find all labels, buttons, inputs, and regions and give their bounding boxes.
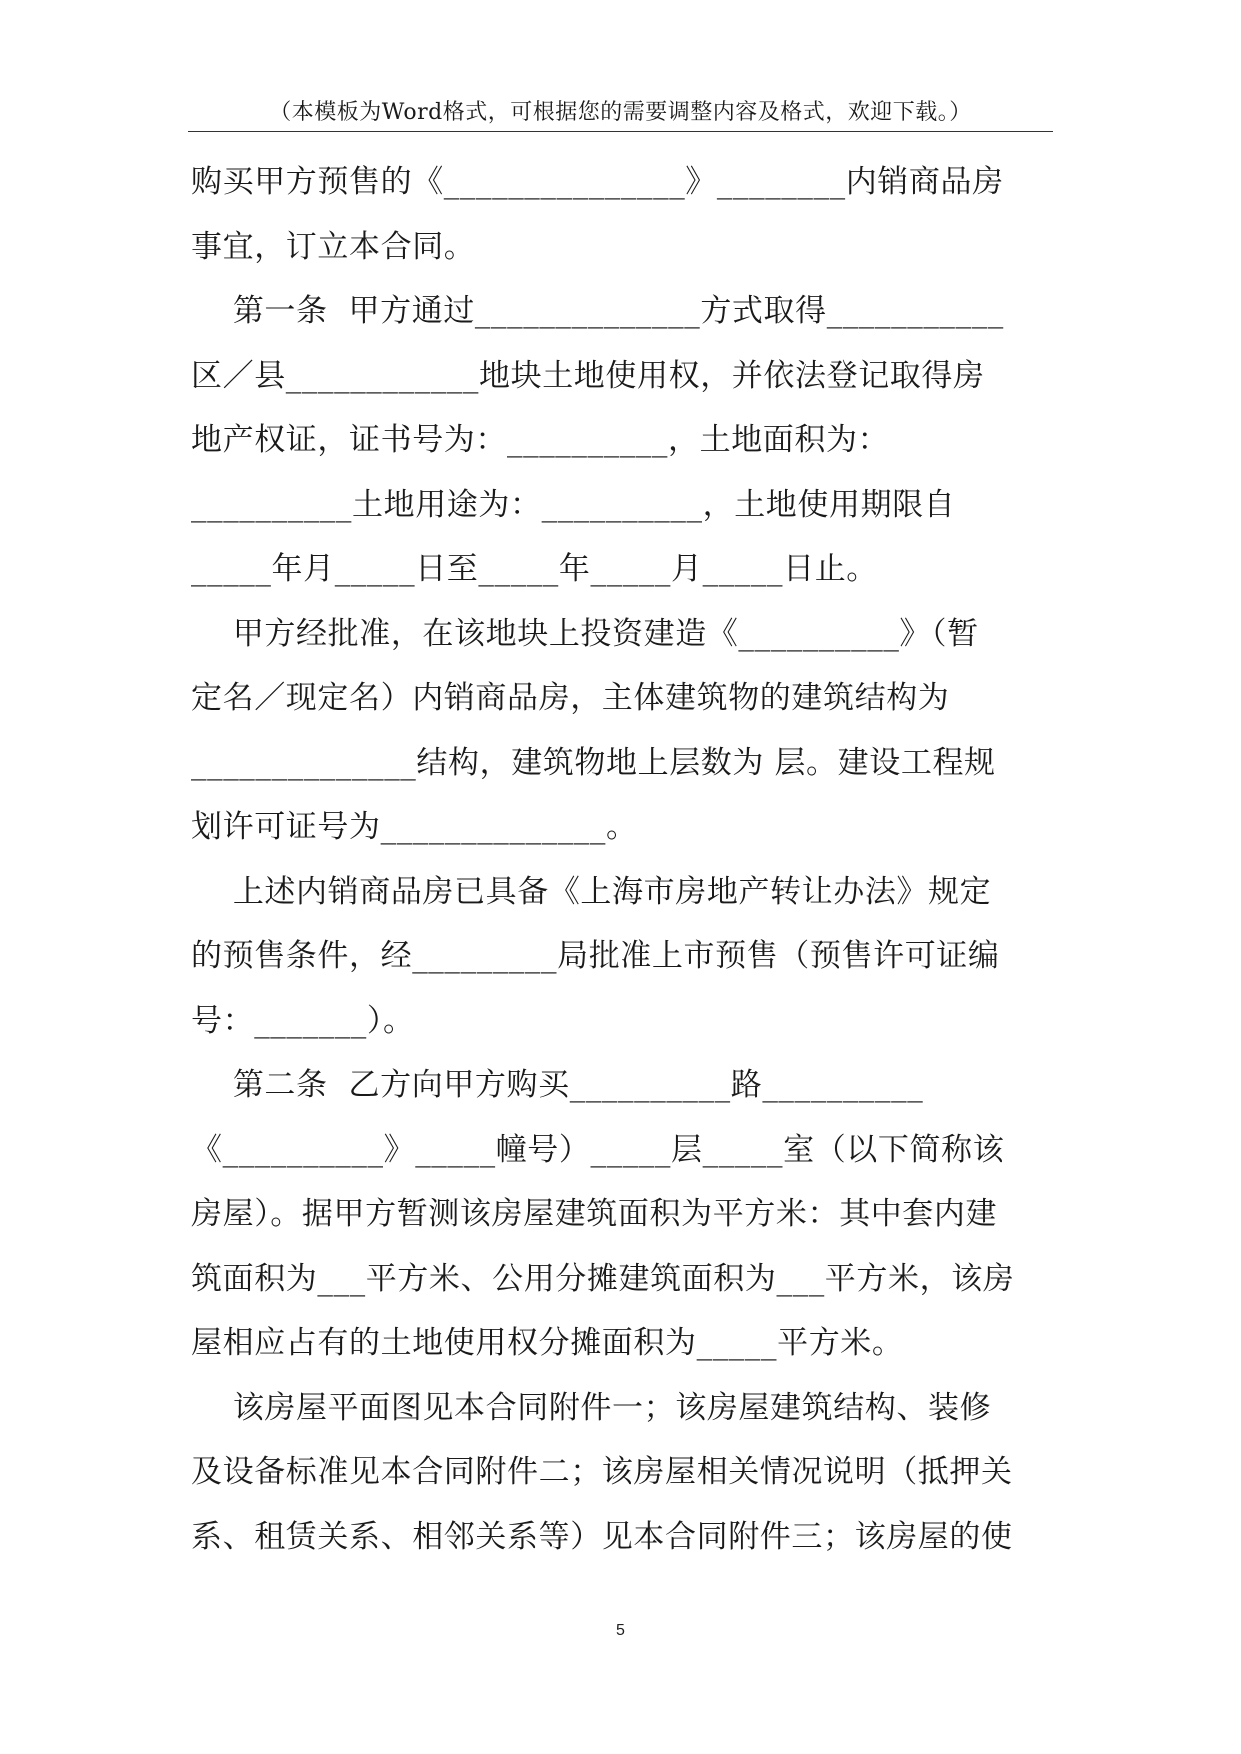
- text-line: 系、租赁关系、相邻关系等）见本合同附件三；该房屋的使: [191, 1518, 1013, 1555]
- text-line: 购买甲方预售的《_______________》________内销商品房: [191, 164, 1004, 200]
- text-line: 房屋）。据甲方暂测该房屋建筑面积为平方米：其中套内建: [191, 1196, 998, 1232]
- text-line: 区／县____________地块土地使用权，并依法登记取得房: [191, 357, 985, 394]
- contract-body: [191, 150, 1053, 1569]
- text-line: 《__________》_____幢号）_____层_____室（以下简称该: [191, 1131, 1005, 1168]
- text-line: 事宜，订立本合同。: [191, 228, 476, 265]
- text-line: 地产权证，证书号为：__________，土地面积为：: [191, 422, 890, 458]
- text-line: 定名／现定名）内销商品房，主体建筑物的建筑结构为: [191, 680, 950, 716]
- text-line: 第一条 甲方通过______________方式取得___________: [191, 293, 1004, 329]
- text-line: _____年月_____日至_____年_____月_____日止。: [191, 551, 878, 587]
- header-divider: [188, 131, 1053, 132]
- page-number: 5: [616, 1622, 625, 1639]
- text-line: 划许可证号为______________。: [191, 809, 638, 845]
- text-line: 屋相应占有的土地使用权分摊面积为_____平方米。: [191, 1325, 904, 1361]
- text-line: 号：_______）。: [191, 1002, 415, 1039]
- text-line: 该房屋平面图见本合同附件一；该房屋建筑结构、装修: [191, 1389, 992, 1426]
- text-line: __________土地用途为：__________，土地使用期限自: [191, 486, 956, 523]
- text-line: 筑面积为___平方米、公用分摊建筑面积为___平方米，该房: [191, 1260, 1015, 1297]
- text-line: 及设备标准见本合同附件二；该房屋相关情况说明（抵押关: [191, 1454, 1013, 1490]
- header-note: （本模板为Word格式，可根据您的需要调整内容及格式，欢迎下载。）: [269, 100, 972, 125]
- text-line: 的预售条件，经_________局批准上市预售（预售许可证编: [191, 938, 1000, 974]
- text-line: 上述内销商品房已具备《上海市房地产转让办法》规定: [191, 873, 992, 910]
- text-line: 第二条 乙方向甲方购买__________路__________: [191, 1067, 924, 1103]
- text-line: 甲方经批准，在该地块上投资建造《__________》（暂: [191, 615, 979, 652]
- text-line: ______________结构，建筑物地上层数为 层。建设工程规: [191, 744, 996, 781]
